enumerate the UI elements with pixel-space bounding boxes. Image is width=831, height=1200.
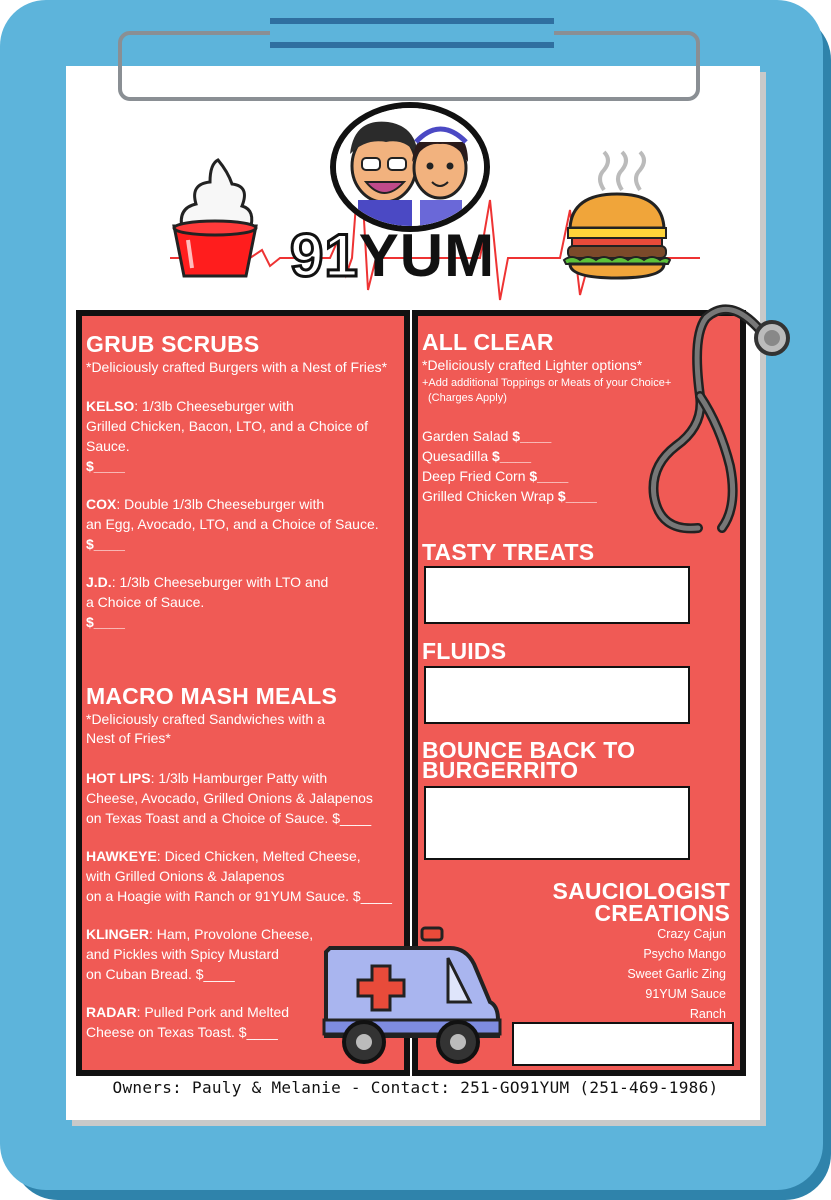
item-desc: : Diced Chicken, Melted Cheese, xyxy=(156,848,361,864)
item-desc: : Double 1/3lb Cheeseburger with xyxy=(116,496,325,512)
list-item: Deep Fried Corn $____ xyxy=(422,468,569,484)
ambulance-icon xyxy=(320,924,504,1072)
menu-item-kelso xyxy=(86,396,406,476)
sauce-blank xyxy=(512,1022,734,1066)
item-desc: Cheese, Avocado, Grilled Onions & Jalapenos xyxy=(86,790,373,806)
subtitle-line: Nest of Fries* xyxy=(86,730,171,746)
item-price: $____ xyxy=(86,536,125,552)
menu-item-hot-lips xyxy=(86,768,406,828)
section-title-macro-mash: MACRO MASH MEALS xyxy=(86,683,338,709)
item-desc: : Ham, Provolone Cheese, xyxy=(149,926,314,942)
item-desc: : 1/3lb Cheeseburger with xyxy=(134,398,294,414)
item-price: $____ xyxy=(86,614,125,630)
section-title-all-clear: ALL CLEAR xyxy=(422,329,554,355)
list-item: Ranch xyxy=(689,1007,726,1021)
menu-item-cox xyxy=(86,494,406,554)
item-name: KLINGER xyxy=(86,926,149,942)
brand-yum: YUM xyxy=(358,222,496,289)
section-title-fluids: FLUIDS xyxy=(422,638,507,664)
item-desc: a Choice of Sauce. xyxy=(86,594,205,610)
item-name: J.D. xyxy=(86,574,112,590)
sauce-list xyxy=(627,924,726,1024)
item-name: KELSO xyxy=(86,398,135,414)
list-item: Psycho Mango xyxy=(643,947,726,961)
item-desc: on Texas Toast and a Choice of Sauce. $____ xyxy=(86,810,372,826)
list-item: Sweet Garlic Zing xyxy=(627,967,726,981)
all-clear-note: +Add additional Toppings or Meats of your Choice+ xyxy=(422,377,672,389)
section-title-tasty-treats: TASTY TREATS xyxy=(422,539,595,565)
item-desc: and Pickles with Spicy Mustard xyxy=(86,946,279,962)
list-item: Quesadilla $____ xyxy=(422,448,531,464)
item-desc: Grilled Chicken, Bacon, LTO, and a Choice of xyxy=(86,418,368,434)
item-desc: Cheese on Texas Toast. $____ xyxy=(86,1024,278,1040)
steam-icon xyxy=(594,150,654,194)
item-desc: : 1/3lb Hamburger Patty with xyxy=(150,770,328,786)
stethoscope-icon xyxy=(640,296,800,542)
title-line: BOUNCE BACK TO xyxy=(422,737,636,763)
section-subtitle-grub-scrubs: *Deliciously crafted Burgers with a Nest of Fries* xyxy=(86,359,388,375)
item-name: COX xyxy=(86,496,117,512)
subtitle-line: *Deliciously crafted Sandwiches with a xyxy=(86,711,325,727)
title-line: BURGERRITO xyxy=(422,757,579,783)
item-name: HOT LIPS xyxy=(86,770,151,786)
section-subtitle-all-clear: *Deliciously crafted Lighter options* xyxy=(422,357,643,373)
menu-item-hawkeye xyxy=(86,846,406,906)
item-desc: on a Hoagie with Ranch or 91YUM Sauce. $____ xyxy=(86,888,392,904)
brand-title xyxy=(290,222,496,289)
section-subtitle-macro-mash xyxy=(86,710,325,748)
item-desc: Sauce. xyxy=(86,438,130,454)
item-desc: : Pulled Pork and Melted xyxy=(136,1004,290,1020)
list-item: Crazy Cajun xyxy=(657,927,726,941)
item-desc: on Cuban Bread. $____ xyxy=(86,966,235,982)
ice-cream-icon xyxy=(170,158,260,282)
item-name: RADAR xyxy=(86,1004,137,1020)
list-item: Garden Salad $____ xyxy=(422,428,552,444)
item-name: HAWKEYE xyxy=(86,848,157,864)
tasty-treats-blank xyxy=(424,566,690,624)
menu-item-jd xyxy=(86,572,406,632)
section-title-bounce-back xyxy=(422,737,636,783)
light-options-list xyxy=(422,426,597,506)
fluids-blank xyxy=(424,666,690,724)
item-desc: : 1/3lb Cheeseburger with LTO and xyxy=(111,574,329,590)
brand-number: 91 xyxy=(290,222,359,289)
burger-icon xyxy=(562,192,672,282)
footer-contact: Owners: Pauly & Melanie - Contact: 251-GO91YUM (251-469-1986) xyxy=(112,1078,719,1097)
item-price: $____ xyxy=(86,458,125,474)
section-title-grub-scrubs: GRUB SCRUBS xyxy=(86,331,260,357)
title-line: SAUCIOLOGIST xyxy=(552,878,730,904)
list-item: Grilled Chicken Wrap $____ xyxy=(422,488,597,504)
item-desc: an Egg, Avocado, LTO, and a Choice of Sauce. xyxy=(86,516,379,532)
all-clear-charges: (Charges Apply) xyxy=(428,392,507,404)
bounce-back-blank xyxy=(424,786,690,860)
section-title-sauciologist xyxy=(553,880,730,924)
owners-cartoon-icon xyxy=(330,102,490,232)
item-desc: with Grilled Onions & Jalapenos xyxy=(86,868,285,884)
title-line: CREATIONS xyxy=(594,900,730,926)
list-item: 91YUM Sauce xyxy=(645,987,726,1001)
